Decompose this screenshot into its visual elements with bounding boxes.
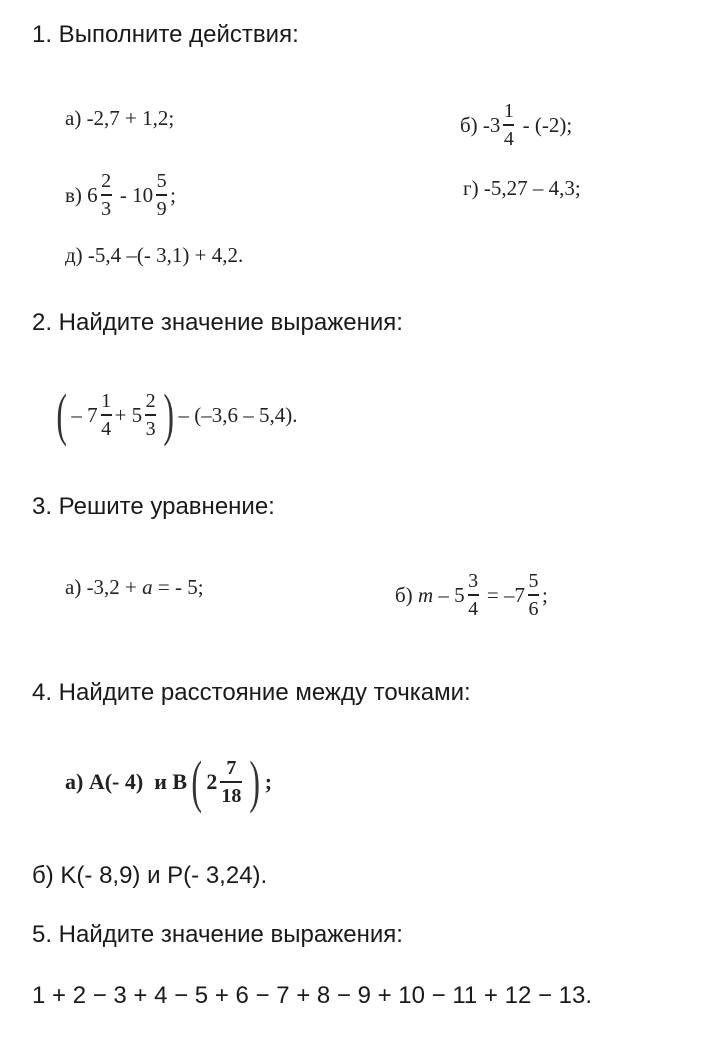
fraction-numerator: 2 — [101, 170, 112, 192]
fraction-numerator: 5 — [156, 170, 167, 192]
math-text: ; — [541, 582, 548, 607]
task3-item-a — [65, 557, 204, 617]
fraction-numerator: 3 — [468, 570, 479, 592]
fraction-bar — [528, 594, 539, 596]
task1-item-d — [65, 225, 243, 285]
fraction-bar — [156, 194, 167, 196]
math-text: + 5 — [114, 402, 143, 427]
task3-item-b — [395, 565, 548, 625]
task1-title: 1. Выполните действия: — [32, 21, 299, 48]
fraction-denominator: 9 — [156, 198, 167, 220]
task4-title: 4. Найдите расстояние между точками: — [32, 679, 471, 706]
math-variable: m — [417, 582, 434, 607]
math-text: 2 — [206, 769, 218, 794]
fraction — [101, 170, 112, 220]
fraction-denominator: 3 — [101, 198, 112, 220]
task4-item-b: б) K(- 8,9) и P(- 3,24). — [32, 862, 268, 889]
math-text: - (-2); — [517, 112, 573, 137]
task1-item-g — [463, 158, 581, 218]
fraction — [468, 570, 479, 620]
math-text: а) А(- 4) и В — [65, 769, 188, 794]
fraction-denominator: 4 — [101, 418, 112, 440]
task2-expression — [52, 382, 298, 447]
task5-title: 5. Найдите значение выражения: — [32, 921, 403, 948]
fraction-numerator: 5 — [528, 570, 539, 592]
task1-item-v — [65, 165, 176, 225]
fraction-numerator: 7 — [226, 757, 237, 779]
fraction-bar — [101, 414, 112, 416]
fraction-numerator: 1 — [503, 100, 514, 122]
fraction — [503, 100, 514, 150]
fraction-denominator: 18 — [221, 785, 242, 807]
task1-item-b — [460, 95, 572, 155]
math-text: б) -3 — [460, 112, 501, 137]
math-text: ; — [170, 182, 177, 207]
fraction — [220, 757, 242, 807]
fraction-bar — [468, 594, 479, 596]
math-text: = –7 — [481, 582, 525, 607]
fraction-bar — [220, 781, 242, 783]
math-text: г) -5,27 – 4,3; — [463, 175, 581, 200]
fraction-denominator: 3 — [145, 418, 156, 440]
task4-item-a — [65, 749, 273, 814]
math-text: – 5 — [433, 582, 465, 607]
left-paren: ( — [191, 749, 203, 814]
math-text: в) 6 — [65, 182, 98, 207]
math-text: = - 5; — [152, 574, 204, 599]
task1-item-a — [65, 88, 174, 148]
fraction-denominator: 4 — [503, 128, 514, 150]
right-paren: ) — [163, 382, 175, 447]
fraction — [101, 390, 112, 440]
fraction-denominator: 6 — [528, 598, 539, 620]
fraction-numerator: 1 — [101, 390, 112, 412]
fraction-bar — [503, 124, 514, 126]
task5-expression: 1 + 2 − 3 + 4 − 5 + 6 − 7 + 8 − 9 + 10 − 11 + 12 − 13. — [32, 982, 593, 1009]
math-text: д) -5,4 –(- 3,1) + 4,2. — [65, 242, 244, 267]
task3-title: 3. Решите уравнение: — [32, 493, 275, 520]
fraction-denominator: 4 — [468, 598, 479, 620]
math-text: б) — [395, 582, 418, 607]
fraction-bar — [145, 414, 156, 416]
math-text: – (–3,6 – 5,4). — [178, 402, 298, 427]
math-variable: a — [142, 574, 153, 599]
math-text: - 10 — [114, 182, 154, 207]
fraction — [156, 170, 167, 220]
fraction-bar — [101, 194, 112, 196]
right-paren: ) — [249, 749, 261, 814]
math-text: ; — [264, 769, 273, 794]
task2-title: 2. Найдите значение выражения: — [32, 309, 403, 336]
math-text: а) -2,7 + 1,2; — [65, 105, 175, 130]
fraction-numerator: 2 — [145, 390, 156, 412]
fraction — [528, 570, 539, 620]
math-text: а) -3,2 + — [65, 574, 143, 599]
left-paren: ( — [56, 382, 67, 447]
math-text: – 7 — [71, 402, 98, 427]
fraction — [145, 390, 156, 440]
